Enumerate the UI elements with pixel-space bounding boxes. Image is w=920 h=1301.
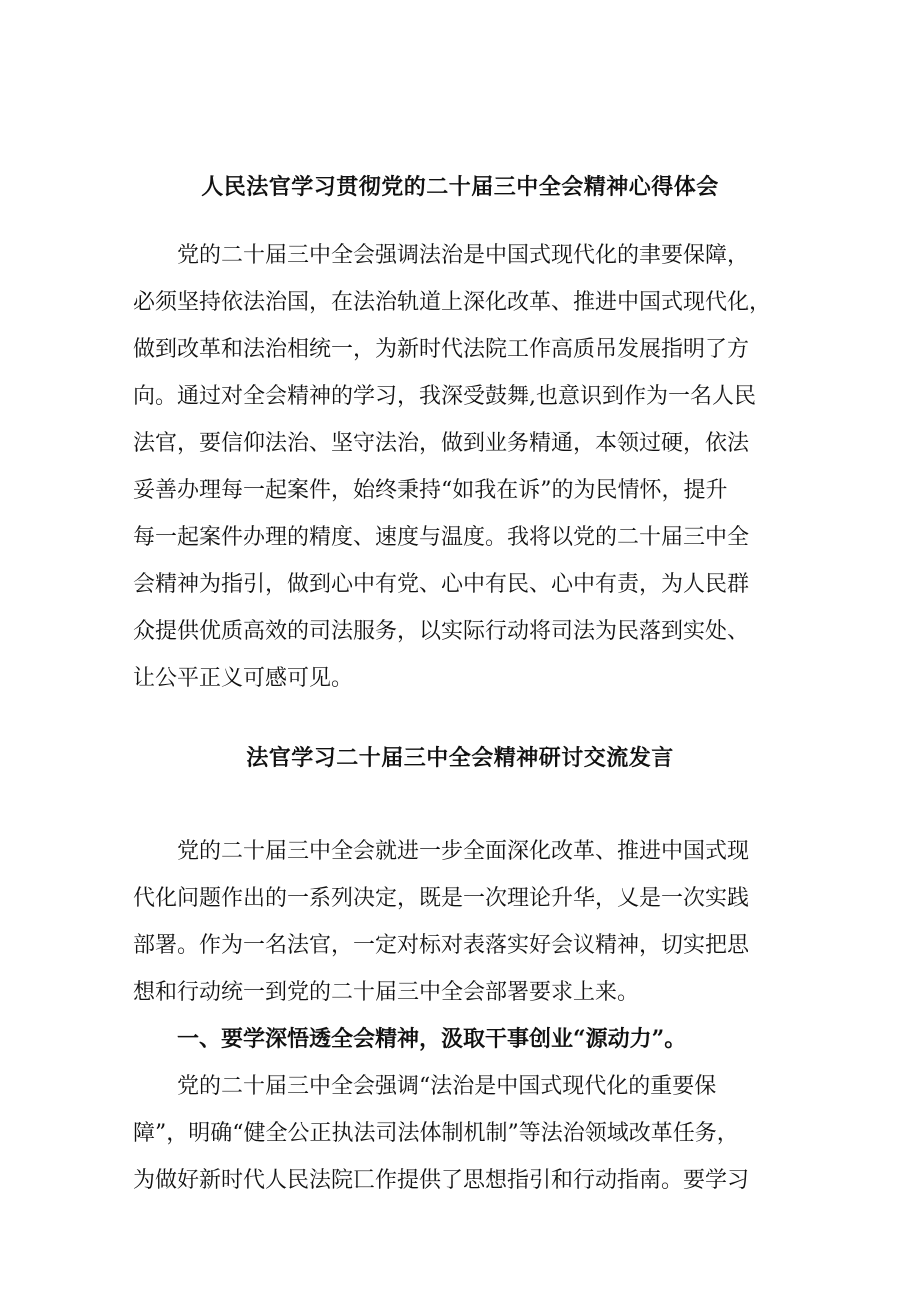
paragraph-1 [133,232,793,702]
paragraph-2 [133,828,793,1016]
paragraph-line: 向。通过对全会精神的学习，我深受鼓舞,也意识到作为一名人民 [133,384,756,409]
paragraph-3 [133,1063,793,1204]
paragraph-line: 妥善办理每一起案件，始终秉持“如我在诉”的为民情怀，提升 [133,478,728,503]
paragraph-line: 会精神为指引，做到心中有党、心中有民、心中有责，为人民群 [133,572,750,597]
paragraph-line: 为做好新时代人民法院匸作提供了思想指引和行动指南。要学习 [133,1168,750,1193]
paragraph-line: 代化问题作出的一系列决定，既是一次理论升华，乂是一次实践 [133,886,750,911]
paragraph-line: 党的二十届三中全会强调法治是中国式现代化的聿要保障， [177,243,750,268]
paragraph-line: 让公平正义可感可见。 [133,666,354,691]
paragraph-line: 党的二十届三中全会强调“法治是中国式现代化的重要保 [177,1074,717,1099]
document-title-1: 人民法官学习贯彻党的二十届三中全会精神心得体会 [201,174,719,200]
paragraph-line: 障”，明确“健全公正执法司法体制机制”等法治领域改革任务， [133,1121,739,1146]
paragraph-line: 做到改革和法治相统一，为新时代法院工作高质吊发展指明了方 [133,337,750,362]
paragraph-line: 部署。作为一名法官，一定对标对表落实好会议精神，切实把思 [133,933,750,958]
paragraph-line: 想和行动统一到党的二十届三中全会部署要求上来。 [133,980,640,1005]
document-title-2: 法官学习二十届三中全会精神研讨交流发言 [246,745,674,771]
subheading-1: 一、要学深悟透全会精神，汲取干事创业“源动力”。 [177,1026,687,1052]
paragraph-line: 每一起案件办理的精度、速度与温度。我将以党的二十届三中全 [133,525,750,550]
paragraph-line: 法官，要信仰法治、坚守法治，做到业务精通，本领过硬，依法 [133,431,750,456]
paragraph-line: 众提供优质高效的司法服务，以实际行动将司法为民落到实处、 [133,619,750,644]
paragraph-line: 党的二十届三中全会就进一步全面深化改革、推进中国式现 [177,839,750,864]
paragraph-line: 必须坚持依法治国，在法治轨道上深化改革、推进中国式现代化， [133,290,772,315]
